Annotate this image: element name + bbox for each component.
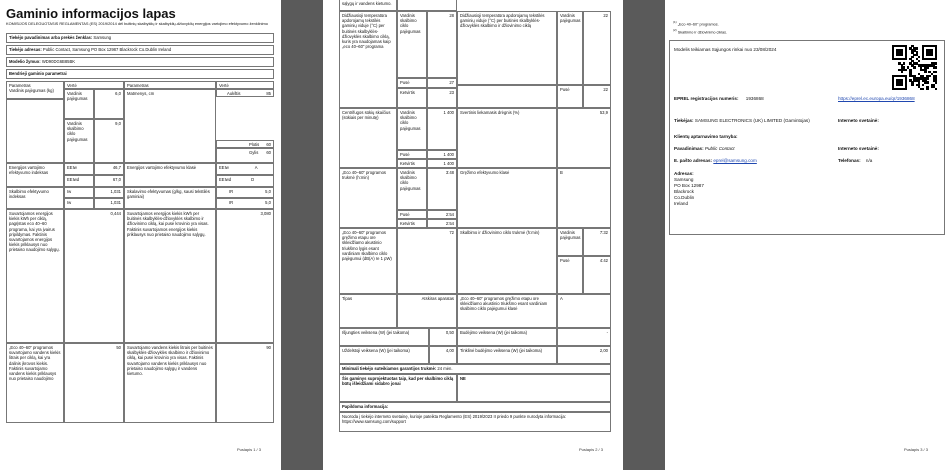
spin-class-label: Gręžimo efektyvumo klasė bbox=[457, 168, 557, 228]
warranty-label: Minimali tiekėjo suteikiamos garantijos trukmė: bbox=[342, 366, 437, 371]
duration-cap-label: Vardinis skalbimo ciklo pajėgumas bbox=[397, 168, 427, 210]
wd-duration-half: Pusė bbox=[557, 256, 583, 294]
eprel-box bbox=[669, 40, 945, 235]
duration-half-value: 2:54 bbox=[427, 210, 457, 219]
eprel-value: 1936868 bbox=[745, 96, 764, 101]
eei-wd-label: EEIwd bbox=[64, 175, 94, 187]
address-block bbox=[674, 177, 704, 207]
web-label: Interneto svetainė: bbox=[838, 118, 879, 123]
temp-wd-half-value: 22 bbox=[583, 85, 611, 108]
wd-duration-label: Skalbimo ir džiovinimo ciklo trukmė (h:min) bbox=[457, 228, 557, 294]
wei-label: Skalbimo efektyvumo indeksas bbox=[6, 187, 64, 209]
qr-module bbox=[911, 84, 913, 86]
address-line: Blackrock bbox=[674, 189, 694, 194]
moisture-label: Svertinis liekamasis drėgnis (%) bbox=[457, 108, 557, 168]
spin-cap-label: Vardinis skalbimo ciklo pajėgumas bbox=[397, 108, 427, 150]
dry-capacity-label: Vardinis skalbimo ciklo pajėgumas bbox=[64, 119, 94, 163]
ird-label: IR bbox=[229, 200, 234, 205]
name-value: Public Contact bbox=[704, 146, 735, 151]
model-row bbox=[6, 57, 274, 67]
width-row bbox=[216, 140, 274, 148]
cont-blank bbox=[397, 0, 457, 11]
height-row bbox=[216, 89, 274, 97]
eprel-label: EPREL registracijos numeris: bbox=[674, 96, 739, 101]
iw-value: 1,031 bbox=[94, 187, 124, 198]
eec-w-label: EEIw bbox=[219, 165, 229, 170]
eec-label: Energijos vartojimo efektyvumo klasė bbox=[124, 163, 216, 187]
iwd-value: 1,031 bbox=[94, 198, 124, 209]
col-param-2: Parametras bbox=[124, 81, 216, 89]
type-value: Atskiras aparatas bbox=[397, 294, 457, 328]
page-number: Puslapis 1 / 3 bbox=[236, 447, 261, 452]
temp-quarter-label: Ketvirtis bbox=[397, 88, 427, 108]
email-row bbox=[674, 158, 757, 163]
temp-quarter-value: 23 bbox=[427, 88, 457, 108]
phone-row bbox=[838, 158, 872, 163]
type-label: Tipas bbox=[339, 294, 397, 328]
spin-q-value: 1 400 bbox=[427, 159, 457, 168]
duration-q-value: 2:54 bbox=[427, 219, 457, 228]
energy-100-value: 3,080 bbox=[216, 209, 274, 343]
duration-half-label: Pusė bbox=[397, 210, 427, 219]
footnote-1-text: „Eco 40–60“ programos. bbox=[677, 22, 719, 27]
extra-heading: Papildoma informacija: bbox=[339, 402, 611, 412]
warranty-value: 24 mėn. bbox=[437, 366, 453, 371]
qr-module bbox=[911, 56, 913, 58]
page-1 bbox=[0, 0, 281, 470]
phone-value: n/a bbox=[865, 158, 873, 163]
address-label: Tiekėjo adresas: bbox=[9, 47, 42, 52]
model-info: Modelis teikiamas Sąjungos rinkai nuo 23/08/2024 bbox=[674, 47, 777, 52]
duration-q-label: Ketvirtis bbox=[397, 219, 427, 228]
qr-module bbox=[922, 84, 924, 86]
footnote-2: $^{(2)}$ Skalbimo ir džiovinimo ciklas. bbox=[673, 28, 728, 35]
eec-w bbox=[216, 163, 274, 175]
temp-cap-label: Vardinis skalbimo ciklo pajėgumas bbox=[397, 11, 427, 78]
address-value: Public Contact, Samsung PO Box 12987 Blackrock Co.Dublin Ireland bbox=[42, 47, 172, 52]
spin-value: 1 400 bbox=[427, 108, 457, 150]
standby-value: - bbox=[557, 328, 611, 346]
ird-row bbox=[216, 198, 274, 209]
qr-code-icon bbox=[892, 45, 937, 90]
capacity-label: Vardinis pajėgumas (kg) bbox=[9, 88, 54, 94]
qr-module bbox=[935, 81, 937, 83]
temp-wd-cap: Vardinis pajėgumas bbox=[557, 11, 583, 85]
depth-row bbox=[216, 148, 274, 163]
qr-module bbox=[926, 88, 928, 90]
address-row bbox=[6, 45, 274, 55]
temp-wd-blank bbox=[457, 85, 557, 108]
page-number: Puslapis 2 / 3 bbox=[578, 447, 603, 452]
phone-label: Telefonas: bbox=[838, 158, 861, 163]
service-heading: Klientų aptarnavimo tarnyba: bbox=[674, 134, 738, 139]
supplier-label: Tiekėjo pavadinimas arba prekės ženklas: bbox=[9, 35, 93, 40]
web2-label: Interneto svetainė: bbox=[838, 146, 879, 151]
depth-label: Gylis bbox=[249, 150, 259, 155]
qr-module bbox=[901, 71, 903, 73]
noise-value: 72 bbox=[397, 228, 457, 294]
height-label: Aukštis bbox=[227, 91, 241, 96]
temp-value: 28 bbox=[427, 11, 457, 78]
eec-wd-value: D bbox=[251, 177, 255, 182]
qr-module bbox=[916, 47, 918, 49]
wd-duration-value: 7:32 bbox=[583, 228, 611, 256]
water-100-value: 90 bbox=[216, 343, 274, 423]
model-value: WD90DG6B85BK bbox=[41, 59, 76, 64]
spin-class-value: B bbox=[557, 168, 611, 228]
noise-label: „Eco 40–60“ programos gręžimo etapu ore skleidžiamo akustinio triukšmo lygis esant vardiniam skalbimo ciklo pajėgumui (dB(A) re 1 pW) bbox=[339, 228, 397, 294]
delay-label: Uždelstoji veiksena (W) (jei taikoma) bbox=[339, 346, 429, 364]
temp-label: Didžiausioji temperatūra apdorojamų tekstilės gaminių viduje (°C) per buitinės skalbyklės-džiovyklės skalbimo ciklą, kuris yra naudojamas kaip „eco 40–60“ programa bbox=[339, 11, 397, 108]
warranty-row bbox=[339, 364, 611, 374]
qr-module bbox=[922, 88, 924, 90]
qr-module bbox=[924, 71, 926, 73]
eei-w-value: 46,7 bbox=[94, 163, 124, 175]
temp-half-label: Pusė bbox=[397, 78, 427, 88]
supplier-value: Samsung bbox=[93, 35, 112, 40]
off-mode-value: 0,50 bbox=[429, 328, 457, 346]
qr-module bbox=[928, 75, 930, 77]
ir-label: IR bbox=[229, 189, 234, 194]
moisture-value: 53,9 bbox=[557, 108, 611, 168]
energy-cycle-value: 0,444 bbox=[64, 209, 124, 343]
wd-duration-half-value: 4:42 bbox=[583, 256, 611, 294]
temp-wd-label: Didžiausioji temperatūra apdorojamų tekstilės gaminių viduje (°C) per buitinės skalbyklės-džiovyklės skalbimo ir džiovinimo ciklą bbox=[457, 11, 557, 85]
depth-value: 60 bbox=[266, 150, 271, 155]
eprel-row bbox=[674, 96, 764, 101]
iw-label: Iw bbox=[64, 187, 94, 198]
silver-label: Šis gaminys suprojektuotas taip, kad per skalbimo ciklą būtų išleidžiami sidabro jonai bbox=[339, 374, 457, 402]
eec-wd bbox=[216, 175, 274, 187]
noise-class-label: „Eco 40–60“ programos gręžimo etapu ore skleidžiamo akustinio triukšmo esant vardiniam skalbimo ciklo pajėgumui klasė bbox=[457, 294, 557, 328]
temp-wd-half: Pusė bbox=[557, 85, 583, 108]
spin-half-value: 1 400 bbox=[427, 150, 457, 159]
noise-class-value: A bbox=[557, 294, 611, 328]
silver-value: NE bbox=[457, 374, 611, 402]
water-100-label: Suvartojamo vandens kiekis litrais per buitinės skalbyklės-džiovyklės skalbimo ir džiovinimo ciklą, kai pusė krovinio yra visas. Faktinis suvartojamo vandens kiekis priklausys nuo prietaiso naudojimo sąlygų ir vandens kietumo. bbox=[124, 343, 216, 423]
qr-module bbox=[926, 66, 928, 68]
ird-value: 5,0 bbox=[265, 200, 271, 205]
qr-module bbox=[926, 77, 928, 79]
address-line: Co.Dublin bbox=[674, 195, 695, 200]
spin-q-label: Ketvirtis bbox=[397, 159, 427, 168]
address-line: Samsung bbox=[674, 177, 694, 182]
continued-text: sąlygų ir vandens kietumo. bbox=[339, 0, 397, 11]
general-params-heading: Bendrieji gaminio parametrai bbox=[6, 69, 274, 79]
extra-text: Nuoroda į tiekėjo interneto svetainę, kurioje pateikta Reglamento (ES) 2019/2023 II priedo 9 punkte nurodyta informacija: https://www.samsung.com/support bbox=[339, 412, 611, 432]
qr-module bbox=[935, 62, 937, 64]
qr-module bbox=[926, 49, 932, 55]
spin-label: Centrifugos sūkių skaičius (sūkiais per minutę) bbox=[339, 108, 397, 168]
eei-label: Energijos vartojimo efektyvumo indeksas bbox=[6, 163, 64, 187]
address-heading: Adresas: bbox=[674, 171, 694, 176]
rinsing-label: Skalavimo efektyvumas (g/kg, sausi tekstilės gaminiai) bbox=[124, 187, 216, 209]
qr-module bbox=[903, 62, 905, 64]
name-row bbox=[674, 146, 735, 151]
network-standby-value: 2,00 bbox=[557, 346, 611, 364]
height-value: 85 bbox=[266, 91, 271, 96]
address-line: Ireland bbox=[674, 201, 689, 206]
ir-value: 5,0 bbox=[265, 189, 271, 194]
qr-module bbox=[913, 66, 915, 68]
supplier-value: SAMSUNG ELECTRONICS (UK) LIMITED (Gamintojas) bbox=[694, 118, 810, 123]
wash-capacity-value: 6,0 bbox=[94, 89, 124, 119]
qr-module bbox=[918, 56, 920, 58]
eei-w-label: EEIw bbox=[64, 163, 94, 175]
col-param bbox=[6, 81, 64, 99]
spin-half-label: Pusė bbox=[397, 150, 427, 159]
supplier-row bbox=[6, 33, 274, 43]
duration-value: 3:48 bbox=[427, 168, 457, 210]
page-2 bbox=[323, 0, 623, 470]
supplier-row bbox=[674, 118, 824, 123]
width-label: Plotis bbox=[249, 142, 260, 147]
energy-cycle-label: Suvartojamos energijos kiekis kWh per ciklą, pagrįstas eco 40–60 programa, kai yra įvairus pripildymas. Faktinis suvartojamos energijos kiekis priklausys nuo prietaiso naudojimo sąlygų. bbox=[6, 209, 64, 343]
qr-module bbox=[935, 71, 937, 73]
footnote-2-text: Skalbimo ir džiovinimo ciklas. bbox=[677, 30, 728, 35]
document-title: Gaminio informacijos lapas bbox=[6, 6, 176, 21]
supplier-label: Tiekėjas: bbox=[674, 118, 694, 123]
wash-capacity-label: Vardinis pajėgumas bbox=[64, 89, 94, 119]
col-param-label: Parametras bbox=[9, 83, 31, 88]
col-value: Vertė bbox=[64, 81, 124, 89]
eec-w-value: A bbox=[254, 165, 258, 170]
eei-wd-value: 67,0 bbox=[94, 175, 124, 187]
width-value: 60 bbox=[266, 142, 271, 147]
energy-100-label: Suvartojamos energijos kiekis kWh per buitinės skalbyklės-džiovyklės skalbimo ir džiovinimo ciklą, kai pusė krovinio yra visas. Faktinis suvartojamos energijos kiekis priklausys nuo prietaiso naudojimo sąlygų. bbox=[124, 209, 216, 343]
off-mode-label: Išjungties veiksena (W) (jei taikoma) bbox=[339, 328, 429, 346]
address-line: PO Box 12987 bbox=[674, 183, 704, 188]
temp-half-value: 27 bbox=[427, 78, 457, 88]
col-value-2: Vertė bbox=[216, 81, 274, 89]
qr-module bbox=[896, 49, 902, 55]
qr-module bbox=[918, 60, 920, 62]
eec-wd-label: EEIwd bbox=[219, 177, 232, 182]
page-3 bbox=[665, 0, 948, 470]
page-number: Puslapis 3 / 3 bbox=[903, 447, 928, 452]
eprel-link[interactable]: https://eprel.ec.europa.eu/qr/1936868 bbox=[838, 96, 915, 101]
name-label: Pavadinimas: bbox=[674, 146, 704, 151]
regulation-text: KOMISIJOS DELEGUOTASIS REGLAMENTAS (ES) 2019/2014 dėl buitinių skalbyklių ir skalbyklių-džiovyklių energijos vartojimo efektyvumo ženklinimo bbox=[6, 21, 268, 26]
ir-row bbox=[216, 187, 274, 198]
qr-module bbox=[905, 69, 907, 71]
water-cycle-value: 50 bbox=[64, 343, 124, 423]
wd-duration-cap: Vardinis pajėgumas bbox=[557, 228, 583, 256]
footnote-1: $^{(1)}$ „Eco 40–60“ programos. bbox=[673, 20, 719, 27]
qr-module bbox=[896, 79, 902, 85]
email-link[interactable]: eprel@samsung.com bbox=[713, 158, 757, 163]
email-label: E. pašto adresas: bbox=[674, 158, 713, 163]
capacity-cell bbox=[6, 99, 64, 163]
duration-label: „Eco 40–60“ programos trukmė (h:min) bbox=[339, 168, 397, 228]
qr-module bbox=[935, 66, 937, 68]
water-cycle-label: „Eco 40–60“ programos suvartojamo vandens kiekis litrais per ciklą, kai yra dalinis įkrovos kiekis. Faktinis suvartojamo vandens kiekis priklausys nuo prietaiso naudojimo bbox=[6, 343, 64, 423]
model-label: Modelio žymuo: bbox=[9, 59, 41, 64]
iwd-label: Iw bbox=[64, 198, 94, 209]
qr-module bbox=[926, 81, 928, 83]
dry-capacity-value: 9,0 bbox=[94, 119, 124, 163]
delay-value: 4,00 bbox=[429, 346, 457, 364]
dimensions-label: Matmenys, cm bbox=[124, 89, 216, 163]
qr-module bbox=[935, 88, 937, 90]
network-standby-label: Tinklinė budėjimo veiksena (W) (jei taikoma) bbox=[457, 346, 557, 364]
temp-wd-value: 22 bbox=[583, 11, 611, 85]
standby-label: Budėjimo veiksena (W) (jei taikoma) bbox=[457, 328, 557, 346]
